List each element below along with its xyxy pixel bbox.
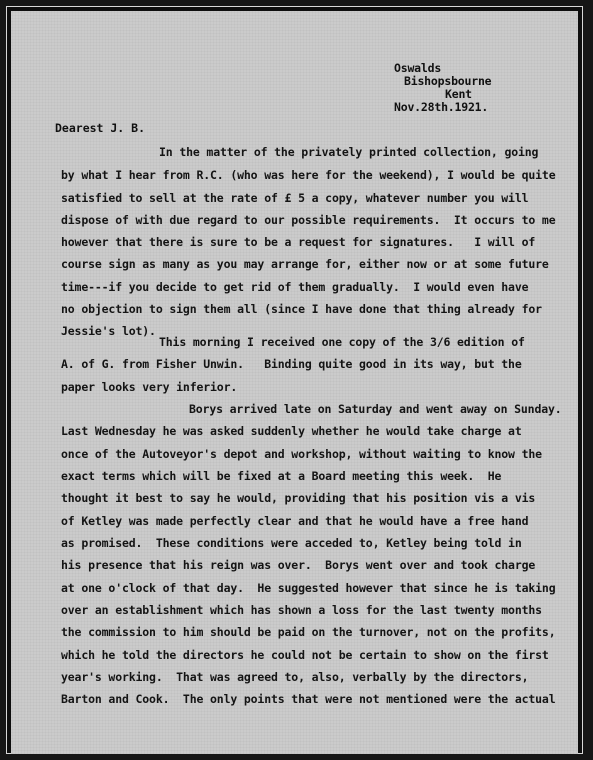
text-line: exact terms which will be fixed at a Board meeting this week. He — [61, 469, 502, 483]
address-line: Kent — [445, 87, 472, 101]
text-line: thought it best to say he would, providing that his position vis a vis — [61, 491, 536, 505]
text-line: once of the Autoveyor's depot and workshop, without waiting to know the — [61, 447, 542, 461]
text-line: by what I hear from R.C. (who was here for the weekend), I would be quite — [61, 168, 556, 182]
text-line: however that there is sure to be a request for signatures. I will of — [61, 235, 536, 249]
text-line: course sign as many as you may arrange for, either now or at some future — [61, 257, 549, 271]
text-line: no objection to sign them all (since I have done that thing already for — [61, 302, 542, 316]
text-line: over an establishment which has shown a loss for the last twenty months — [61, 603, 542, 617]
text-line: as promised. These conditions were acceded to, Ketley being told in — [61, 536, 522, 550]
text-line: paper looks very inferior. — [61, 380, 238, 394]
text-line: satisfied to sell at the rate of £ 5 a copy, whatever number you will — [61, 191, 529, 205]
text-line: his presence that his reign was over. Borys went over and took charge — [61, 558, 536, 572]
text-line: In the matter of the privately printed collection, going — [159, 145, 539, 159]
text-line: Barton and Cook. The only points that were not mentioned were the actual — [61, 692, 556, 706]
text-line: the commission to him should be paid on the turnover, not on the profits, — [61, 625, 556, 639]
text-line: which he told the directors he could not be certain to show on the first — [61, 648, 549, 662]
text-line: Jessie's lot). — [61, 324, 156, 338]
text-line: time---if you decide to get rid of them gradually. I would even have — [61, 280, 529, 294]
text-line: of Ketley was made perfectly clear and that he would have a free hand — [61, 514, 529, 528]
salutation: Dearest J. B. — [55, 121, 146, 135]
text-line: Last Wednesday he was asked suddenly whether he would take charge at — [61, 424, 522, 438]
address-line: Bishopsbourne — [404, 74, 492, 88]
letter-date: Nov.28th.1921. — [394, 100, 489, 114]
text-line: dispose of with due regard to our possible requirements. It occurs to me — [61, 213, 556, 227]
text-line: at one o'clock of that day. He suggested however that since he is taking — [61, 581, 556, 595]
address-line: Oswalds — [394, 61, 442, 75]
text-line: year's working. That was agreed to, also, verbally by the directors, — [61, 670, 529, 684]
letter-page — [11, 11, 578, 754]
text-line: A. of G. from Fisher Unwin. Binding quite good in its way, but the — [61, 357, 522, 371]
text-line: Borys arrived late on Saturday and went away on Sunday. — [189, 402, 562, 416]
text-line: This morning I received one copy of the 3/6 edition of — [159, 335, 525, 349]
